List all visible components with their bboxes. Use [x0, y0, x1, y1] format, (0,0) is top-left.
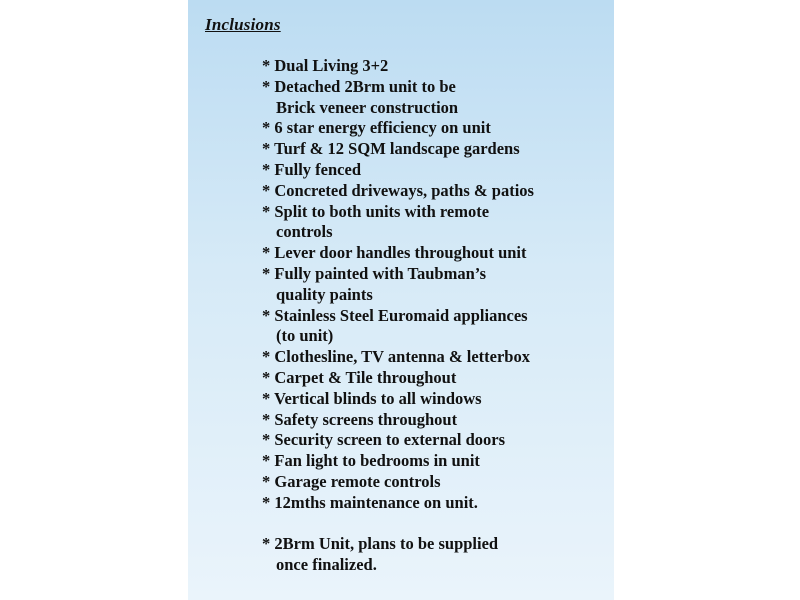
inclusion-item-text: * Clothesline, TV antenna & letterbox: [262, 347, 530, 367]
inclusion-item-continuation: controls: [276, 222, 333, 242]
inclusion-item-text: * Vertical blinds to all windows: [262, 388, 482, 408]
inclusion-item-text: * Split to both units with remote: [262, 201, 490, 221]
inclusion-item-text: * Dual Living 3+2: [262, 56, 389, 75]
inclusion-item: [262, 160, 534, 181]
inclusion-item: [262, 202, 534, 244]
inclusion-item-text: * Concreted driveways, paths & patios: [262, 180, 534, 200]
inclusion-item: [262, 139, 534, 160]
inclusion-item-text: * Safety screens throughout: [262, 409, 458, 429]
inclusions-title: Inclusions: [205, 15, 281, 34]
inclusion-item-text: * Turf & 12 SQM landscape gardens: [262, 139, 520, 159]
inclusion-item: [262, 389, 534, 410]
inclusion-item: [262, 410, 534, 431]
inclusion-item-text: * 12mths maintenance on unit.: [262, 492, 478, 512]
inclusion-item-continuation: once finalized.: [276, 555, 377, 575]
inclusion-item-text: * Fully fenced: [262, 159, 361, 179]
inclusion-item: [262, 451, 534, 472]
inclusion-item: [262, 430, 534, 451]
inclusion-item: [262, 306, 534, 348]
inclusion-item-text: * 2Brm Unit, plans to be supplied: [262, 534, 499, 554]
inclusion-item-text: * 6 star energy efficiency on unit: [262, 118, 491, 138]
inclusion-item-continuation: Brick veneer construction: [276, 97, 459, 117]
inclusion-item-text: * Detached 2Brm unit to be: [262, 76, 456, 96]
inclusion-item: [262, 77, 534, 119]
inclusion-item: [262, 368, 534, 389]
inclusion-item: [262, 56, 534, 77]
inclusions-card: [188, 0, 614, 600]
inclusion-item-text: * Security screen to external doors: [262, 430, 506, 450]
inclusion-item: [262, 181, 534, 202]
inclusion-item-text: * Garage remote controls: [262, 471, 441, 491]
inclusion-item: [262, 472, 534, 493]
inclusion-item: [262, 493, 534, 514]
inclusion-item-text: * Carpet & Tile throughout: [262, 367, 457, 387]
inclusions-list: [262, 56, 534, 576]
inclusion-item: [262, 243, 534, 264]
inclusion-item-continuation: (to unit): [276, 326, 334, 346]
inclusion-item: [262, 264, 534, 306]
inclusion-item: [262, 347, 534, 368]
inclusion-item-text: * Fan light to bedrooms in unit: [262, 451, 480, 471]
inclusion-item: [262, 534, 534, 576]
inclusion-item-text: * Fully painted with Taubman’s: [262, 263, 487, 283]
inclusion-item: [262, 118, 534, 139]
inclusion-item-text: * Lever door handles throughout unit: [262, 243, 527, 263]
inclusion-item-text: * Stainless Steel Euromaid appliances: [262, 305, 528, 325]
inclusion-item-continuation: quality paints: [276, 284, 373, 304]
